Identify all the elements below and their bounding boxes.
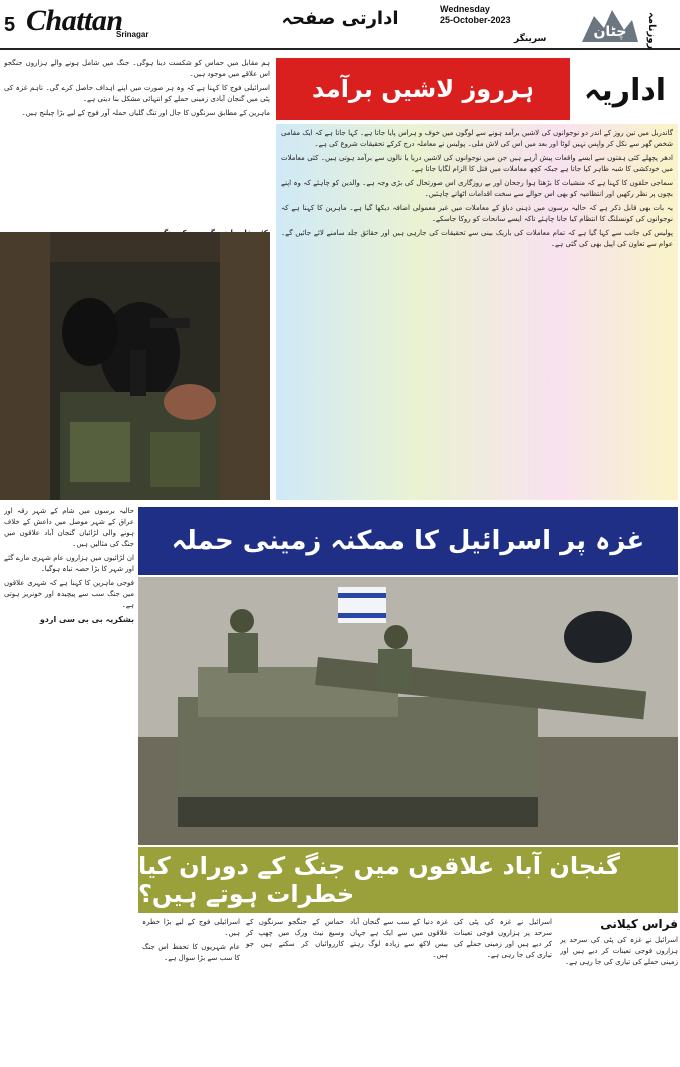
date-box bbox=[440, 4, 544, 26]
editorial-paragraph: یہ بات بھی قابل ذکر ہے کہ حالیہ برسوں میں ذہنی دباؤ کے معاملات میں غیر معمولی اضافہ دیکھا گیا ہے۔ ماہرین کا کہنا ہے کہ نوجوانوں کی کونسلنگ کا انتظام کیا جانا چاہئے تاکہ ایسے سانحات کو روکا جاسکے۔ bbox=[281, 204, 673, 223]
masthead bbox=[0, 0, 680, 50]
newspaper-logo-icon bbox=[580, 6, 640, 46]
editorial-headline: ہرروز لاشیں برآمد bbox=[276, 58, 570, 120]
article-paragraph: اسرائیلی فوج کا کہنا ہے کہ وہ ہر صورت میں اپنے اہداف حاصل کرے گی۔ تاہم غزہ کی پٹی میں گنجان آبادی زمینی حملے کو انتہائی مشکل بنا دیتی ہے۔ bbox=[4, 84, 270, 103]
article-credit: بشکریہ بی بی سی اردو bbox=[39, 615, 134, 624]
editorial-paragraph: سماجی حلقوں کا کہنا ہے کہ منشیات کا بڑھتا ہوا رجحان اور بے روزگاری اس صورتحال کی بڑی وجہ ہے۔ والدین کو چاہئے کہ وہ اپنے بچوں پر نظر رکھیں اور انتظامیہ کو بھی اس حوالے سے سخت اقدامات اٹھانے چاہئیں۔ bbox=[281, 179, 673, 198]
article-paragraph: اسرائیل نے غزہ کی پٹی کی سرحد پر ہزاروں فوجی تعینات کر دیے ہیں اور زمینی حملے کی تیاری کی جا رہی ہے۔ bbox=[560, 936, 678, 966]
gaza-headline: غزہ پر اسرائیل کا ممکنہ زمینی حملہ bbox=[138, 507, 678, 575]
section-title: ادارتی صفحہ bbox=[281, 8, 399, 29]
logo-text: چٹان bbox=[593, 24, 627, 40]
editorial-body bbox=[276, 124, 678, 500]
urban-war-lead bbox=[560, 935, 678, 1063]
editorial-paragraph: گاندربل میں تین روز کے اندر دو نوجوانوں کی لاشیں برآمد ہونے سے لوگوں میں خوف و ہراس پایا جاتا ہے۔ کہا جاتا ہے کہ ایک مقامی شخص گھر سے نکل کر واپس نہیں لوٹا اور بعد میں اس کی لاش ملی۔ پولیس نے معاملہ درج کرکے تحقیقات شروع کی ہے۔ bbox=[281, 129, 673, 148]
urban-war-headline: گنجان آباد علاقوں میں جنگ کے دوران کیا خطرات ہوتے ہیں؟ bbox=[138, 847, 678, 913]
article-paragraph: ہم مقابل میں حماس کو شکست دینا ہوگی۔ جنگ میں شامل ہونے والے ہزاروں جنگجو اس علاقے میں موجود ہیں۔ bbox=[4, 59, 270, 78]
article-paragraph: ماہرین کے مطابق سرنگوں کا جال اور تنگ گلیاں حملہ آور فوج کے لیے بڑا چیلنج ہیں۔ bbox=[21, 109, 270, 117]
page-number: 5 bbox=[4, 14, 16, 36]
editorial-paragraph: پولیس کی جانب سے کہا گیا ہے کہ تمام معاملات کی باریک بینی سے تحقیقات کی جارہی ہیں اور حقائق جلد سامنے لائے جائیں گے۔ عوام سے تعاون کی اپیل بھی کی گئی ہے۔ bbox=[281, 229, 673, 248]
city-label: Srinagar bbox=[116, 30, 149, 39]
fighter-photo bbox=[0, 232, 270, 500]
newspaper-brand: Chattan bbox=[26, 4, 123, 37]
editorial-paragraph: ادھر پچھلے کئی ہفتوں سے ایسے واقعات پیش آرہے ہیں جن میں نوجوانوں کی لاشیں دریا یا نالوں سے برآمد ہوتی ہیں۔ کئی معاملات میں خودکشی کا شبہ ظاہر کیا جاتا ہے جبکہ کچھ معاملات میں قتل کا الزام لگایا جاتا ہے۔ bbox=[281, 154, 673, 173]
tank-photo bbox=[138, 577, 678, 845]
edition-label: سرینگر bbox=[514, 34, 547, 44]
editorial-label: اداریہ bbox=[583, 72, 667, 108]
urban-war-body bbox=[142, 917, 552, 1063]
article-paragraph: غزہ دنیا کے سب سے گنجان آباد علاقوں میں سے ایک ہے جہاں بیس لاکھ سے زیادہ لوگ رہتے ہیں۔ bbox=[350, 918, 448, 959]
article-author: فراس کیلانی bbox=[600, 917, 678, 931]
left-article-bottom bbox=[4, 506, 134, 1061]
daily-label: روزنامہ bbox=[646, 12, 657, 50]
article-paragraph: فوجی ماہرین کا کہنا ہے کہ شہری علاقوں میں جنگ سب سے پیچیدہ اور خونریز ہوتی ہے۔ bbox=[4, 579, 134, 609]
weekday: Wednesday bbox=[440, 4, 490, 14]
date: 25-October-2023 bbox=[440, 15, 511, 25]
left-article-top bbox=[4, 58, 270, 224]
article-paragraph: حماس کے جنگجو سرنگوں کے وسیع نیٹ ورک میں چھپ کر کارروائیاں کر سکتے ہیں جو اسرائیلی فوج کے لیے بڑا خطرہ ہیں۔ bbox=[142, 918, 344, 948]
article-paragraph: عام شہریوں کا تحفظ اس جنگ کا سب سے بڑا سوال ہے۔ bbox=[142, 943, 240, 962]
article-paragraph: ان لڑائیوں میں ہزاروں عام شہری مارے گئے اور شہر کا بڑا حصہ تباہ ہوگیا۔ bbox=[4, 554, 134, 573]
article-paragraph: حالیہ برسوں میں شام کے شہر رقہ اور عراق کے شہر موصل میں داعش کے خلاف ہونے والی لڑائیاں گنجان آباد علاقوں میں جنگ کی مثالیں ہیں۔ bbox=[4, 507, 134, 548]
article-paragraph: اسرائیل نے غزہ کی پٹی کی سرحد پر ہزاروں فوجی تعینات کر دیے ہیں اور زمینی حملے کی تیاری کی جا رہی ہے۔ bbox=[454, 918, 552, 959]
